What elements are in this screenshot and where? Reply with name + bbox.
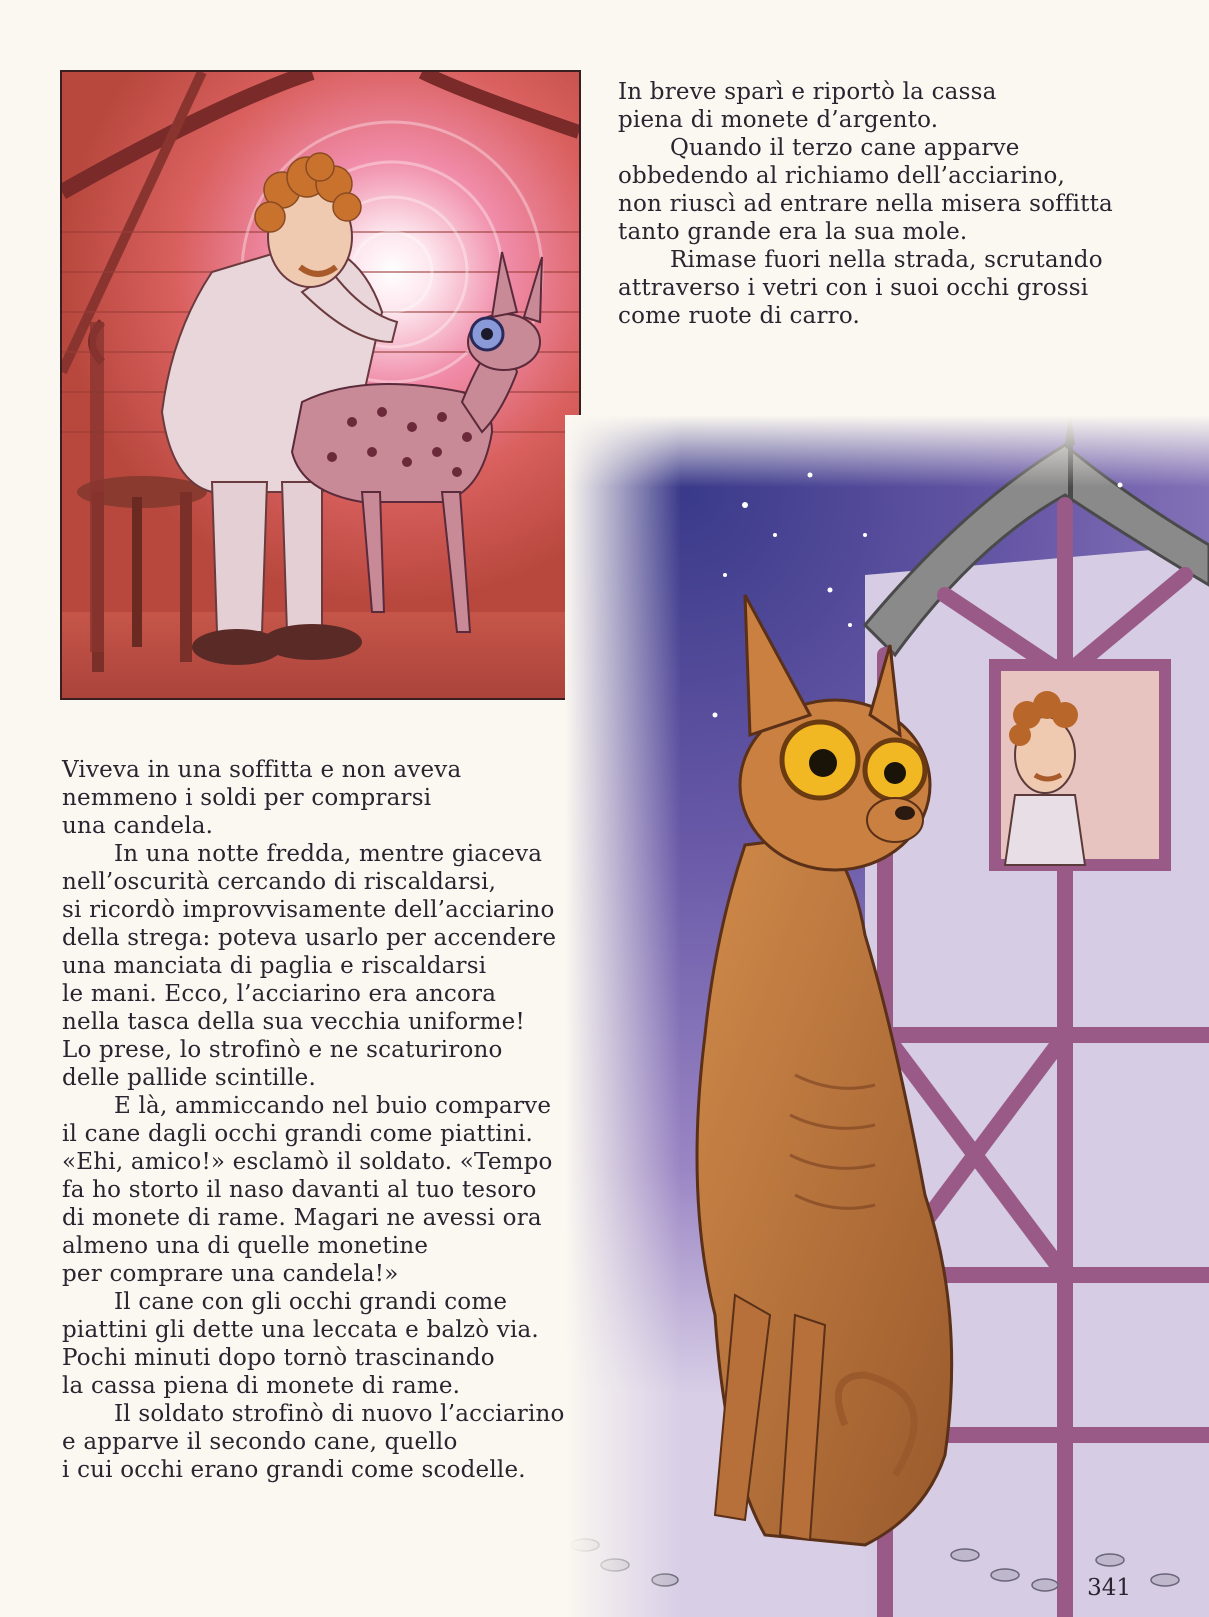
paragraph: Quando il terzo cane apparve obbedendo al richiamo dell’acciarino, non riuscì ad entrare nella misera soffitta tanto grande era la sua mole. [618,135,1113,245]
text-column-top [618,78,1138,330]
paragraph: In breve sparì e riportò la cassa piena di monete d’argento. [618,79,997,133]
paragraph: In una notte fredda, mentre giaceva nell’oscurità cercando di riscaldarsi, si ricordò improvvisamente dell’acciarino della strega: poteva usarlo per accendere una manciata di paglia e riscaldarsi le mani. Ecco, l’acciarino era ancora nella tasca della sua vecchia uniforme! Lo prese, lo strofinò e ne scaturirono delle pallide scintille. [62,841,557,1091]
paragraph: Viveva in una soffitta e non aveva nemmeno i soldi per comprarsi una candela. [62,757,462,839]
attic-illustration [60,70,581,700]
text-column-left [62,756,602,1484]
paragraph: E là, ammiccando nel buio comparve il cane dagli occhi grandi come piattini. «Ehi, amico!» esclamò il soldato. «Tempo fa ho storto il naso davanti al tuo tesoro di monete di rame. Magari ne avessi ora almeno una di quelle monetine per comprare una candela!» [62,1093,553,1287]
page-number: 341 [1087,1575,1131,1601]
paragraph: Il cane con gli occhi grandi come piattini gli dette una leccata e balzò via. Pochi minuti dopo tornò trascinando la cassa piena di monete di rame. [62,1289,539,1399]
paragraph: Il soldato strofinò di nuovo l’acciarino e apparve il secondo cane, quello i cui occhi erano grandi come scodelle. [62,1401,565,1483]
paragraph: Rimase fuori nella strada, scrutando attraverso i vetri con i suoi occhi grossi come ruote di carro. [618,247,1103,329]
night-dog-illustration [565,415,1209,1617]
